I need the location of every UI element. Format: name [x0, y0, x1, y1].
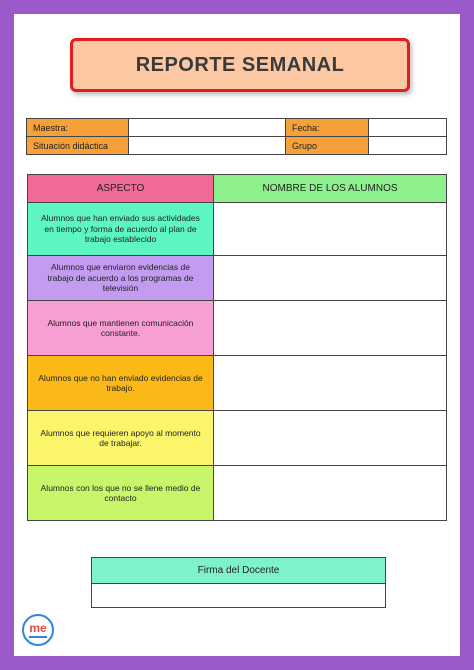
table-row: [28, 466, 447, 521]
report-sheet: [14, 14, 460, 656]
students-cell[interactable]: [214, 411, 447, 466]
table-row: [28, 203, 447, 256]
maestra-label: Maestra:: [27, 119, 129, 137]
aspect-cell: Alumnos que no han enviado evidencias de trabajo.: [28, 356, 214, 411]
grupo-field[interactable]: [369, 137, 447, 155]
aspect-header: ASPECTO: [28, 175, 214, 203]
table-row: [28, 411, 447, 466]
aspect-cell: Alumnos con los que no se llene medio de contacto: [28, 466, 214, 521]
students-cell[interactable]: [214, 256, 447, 301]
grupo-label: Grupo: [286, 137, 369, 155]
signature-label: Firma del Docente: [92, 558, 386, 584]
fecha-field[interactable]: [369, 119, 447, 137]
signature-field[interactable]: [92, 584, 386, 608]
aspect-cell: Alumnos que requieren apoyo al momento de trabajar.: [28, 411, 214, 466]
title-banner: [70, 38, 410, 92]
students-cell[interactable]: [214, 301, 447, 356]
info-table: [26, 118, 447, 155]
table-row: [28, 256, 447, 301]
maestra-field[interactable]: [129, 119, 286, 137]
students-cell[interactable]: [214, 466, 447, 521]
situacion-label: Situación didáctica: [27, 137, 129, 155]
students-cell[interactable]: [214, 356, 447, 411]
table-row: [28, 301, 447, 356]
logo-underline: [29, 636, 47, 638]
signature-table: [91, 557, 386, 608]
report-table: [27, 174, 447, 521]
situacion-field[interactable]: [129, 137, 286, 155]
brand-logo: [22, 614, 54, 646]
students-cell[interactable]: [214, 203, 447, 256]
aspect-cell: Alumnos que mantienen comunicación constante.: [28, 301, 214, 356]
page-title: REPORTE SEMANAL: [135, 53, 345, 76]
fecha-label: Fecha:: [286, 119, 369, 137]
aspect-cell: Alumnos que enviaron evidencias de trabajo de acuerdo a los programas de televisión: [28, 256, 214, 301]
table-row: [28, 356, 447, 411]
students-header: NOMBRE DE LOS ALUMNOS: [214, 175, 447, 203]
logo-text: me: [29, 621, 47, 635]
aspect-cell: Alumnos que han enviado sus actividades en tiempo y forma de acuerdo al plan de trabajo establecido: [28, 203, 214, 256]
